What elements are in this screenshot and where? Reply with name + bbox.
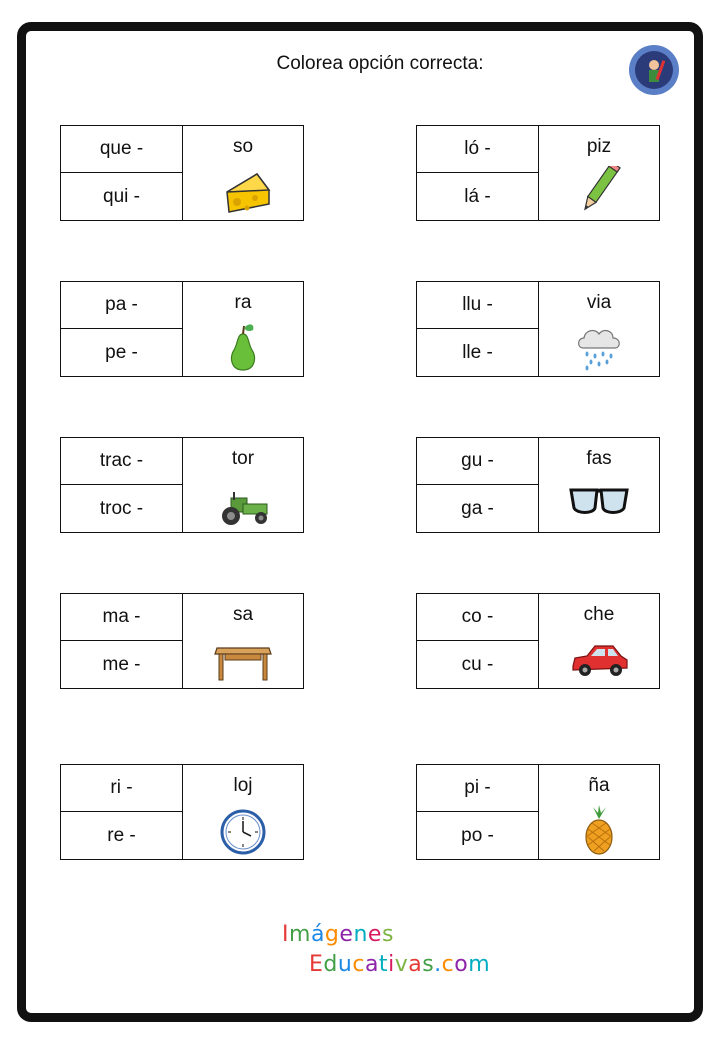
word-ending: loj: [233, 775, 253, 796]
pear-icon: [213, 322, 273, 372]
logo-letter: u: [337, 952, 353, 977]
footer-logo-line2: [309, 952, 490, 977]
logo-letter: e: [367, 922, 382, 947]
option-bottom[interactable]: lá -: [464, 185, 491, 207]
option-bottom[interactable]: pe -: [105, 341, 138, 363]
logo-letter: c: [441, 952, 455, 977]
syllable-card: [60, 281, 304, 377]
clock-icon: [213, 805, 273, 855]
option-top[interactable]: llu -: [417, 282, 538, 329]
option-top[interactable]: pa -: [61, 282, 182, 329]
logo-letter: o: [454, 952, 469, 977]
option-bottom[interactable]: me -: [102, 653, 141, 675]
logo-letter: d: [323, 952, 338, 977]
option-top[interactable]: que -: [61, 126, 182, 173]
option-bottom[interactable]: cu -: [461, 653, 494, 675]
logo-letter: I: [282, 922, 289, 947]
word-ending: piz: [586, 136, 612, 157]
logo-letter: .: [434, 952, 442, 977]
word-ending: ra: [234, 292, 252, 313]
logo-letter: v: [394, 952, 409, 977]
option-top[interactable]: gu -: [417, 438, 538, 485]
table-icon: [207, 634, 279, 684]
logo-letter: n: [353, 922, 368, 947]
option-top[interactable]: ló -: [417, 126, 538, 173]
logo-letter: g: [324, 922, 340, 947]
option-bottom[interactable]: ga -: [461, 497, 494, 519]
logo-letter: t: [378, 952, 389, 977]
option-top[interactable]: co -: [417, 594, 538, 641]
brand-badge-icon: [628, 44, 680, 96]
logo-letter: E: [309, 952, 324, 977]
logo-letter: m: [289, 922, 311, 947]
option-bottom[interactable]: troc -: [99, 497, 144, 519]
logo-letter: s: [381, 922, 394, 947]
option-top[interactable]: ma -: [61, 594, 182, 641]
tractor-icon: [213, 478, 273, 528]
syllable-card: [416, 593, 660, 689]
pineapple-icon: [569, 805, 629, 855]
page-title: Colorea opción correcta:: [276, 53, 484, 74]
syllable-card: [60, 764, 304, 860]
option-top[interactable]: trac -: [61, 438, 182, 485]
syllable-card: [416, 437, 660, 533]
glasses-icon: [561, 478, 637, 528]
option-top[interactable]: ri -: [61, 765, 182, 812]
logo-letter: e: [339, 922, 354, 947]
syllable-card: [416, 125, 660, 221]
logo-letter: a: [364, 952, 379, 977]
word-ending: sa: [232, 604, 254, 625]
syllable-card: [60, 437, 304, 533]
syllable-card: [60, 593, 304, 689]
syllable-card: [416, 281, 660, 377]
option-top[interactable]: pi -: [417, 765, 538, 812]
word-ending: so: [232, 136, 254, 157]
pencil-icon: [569, 166, 629, 216]
option-bottom[interactable]: re -: [107, 824, 136, 846]
word-ending: via: [586, 292, 612, 313]
syllable-card: [60, 125, 304, 221]
word-ending: che: [583, 604, 615, 625]
logo-letter: s: [422, 952, 435, 977]
logo-letter: m: [468, 952, 491, 977]
logo-letter: a: [408, 952, 423, 977]
logo-letter: i: [388, 952, 395, 977]
cheese-icon: [213, 166, 273, 216]
footer-logo[interactable]: [282, 922, 502, 982]
syllable-card: [416, 764, 660, 860]
word-ending: ña: [588, 775, 610, 796]
logo-letter: á: [310, 922, 325, 947]
car-icon: [563, 634, 635, 684]
logo-letter: c: [352, 952, 365, 977]
option-bottom[interactable]: qui -: [103, 185, 140, 207]
word-ending: tor: [231, 448, 255, 469]
footer-logo-line1: [282, 922, 394, 947]
option-bottom[interactable]: lle -: [462, 341, 493, 363]
word-ending: fas: [586, 448, 612, 469]
option-bottom[interactable]: po -: [461, 824, 494, 846]
rain-cloud-icon: [569, 322, 629, 372]
